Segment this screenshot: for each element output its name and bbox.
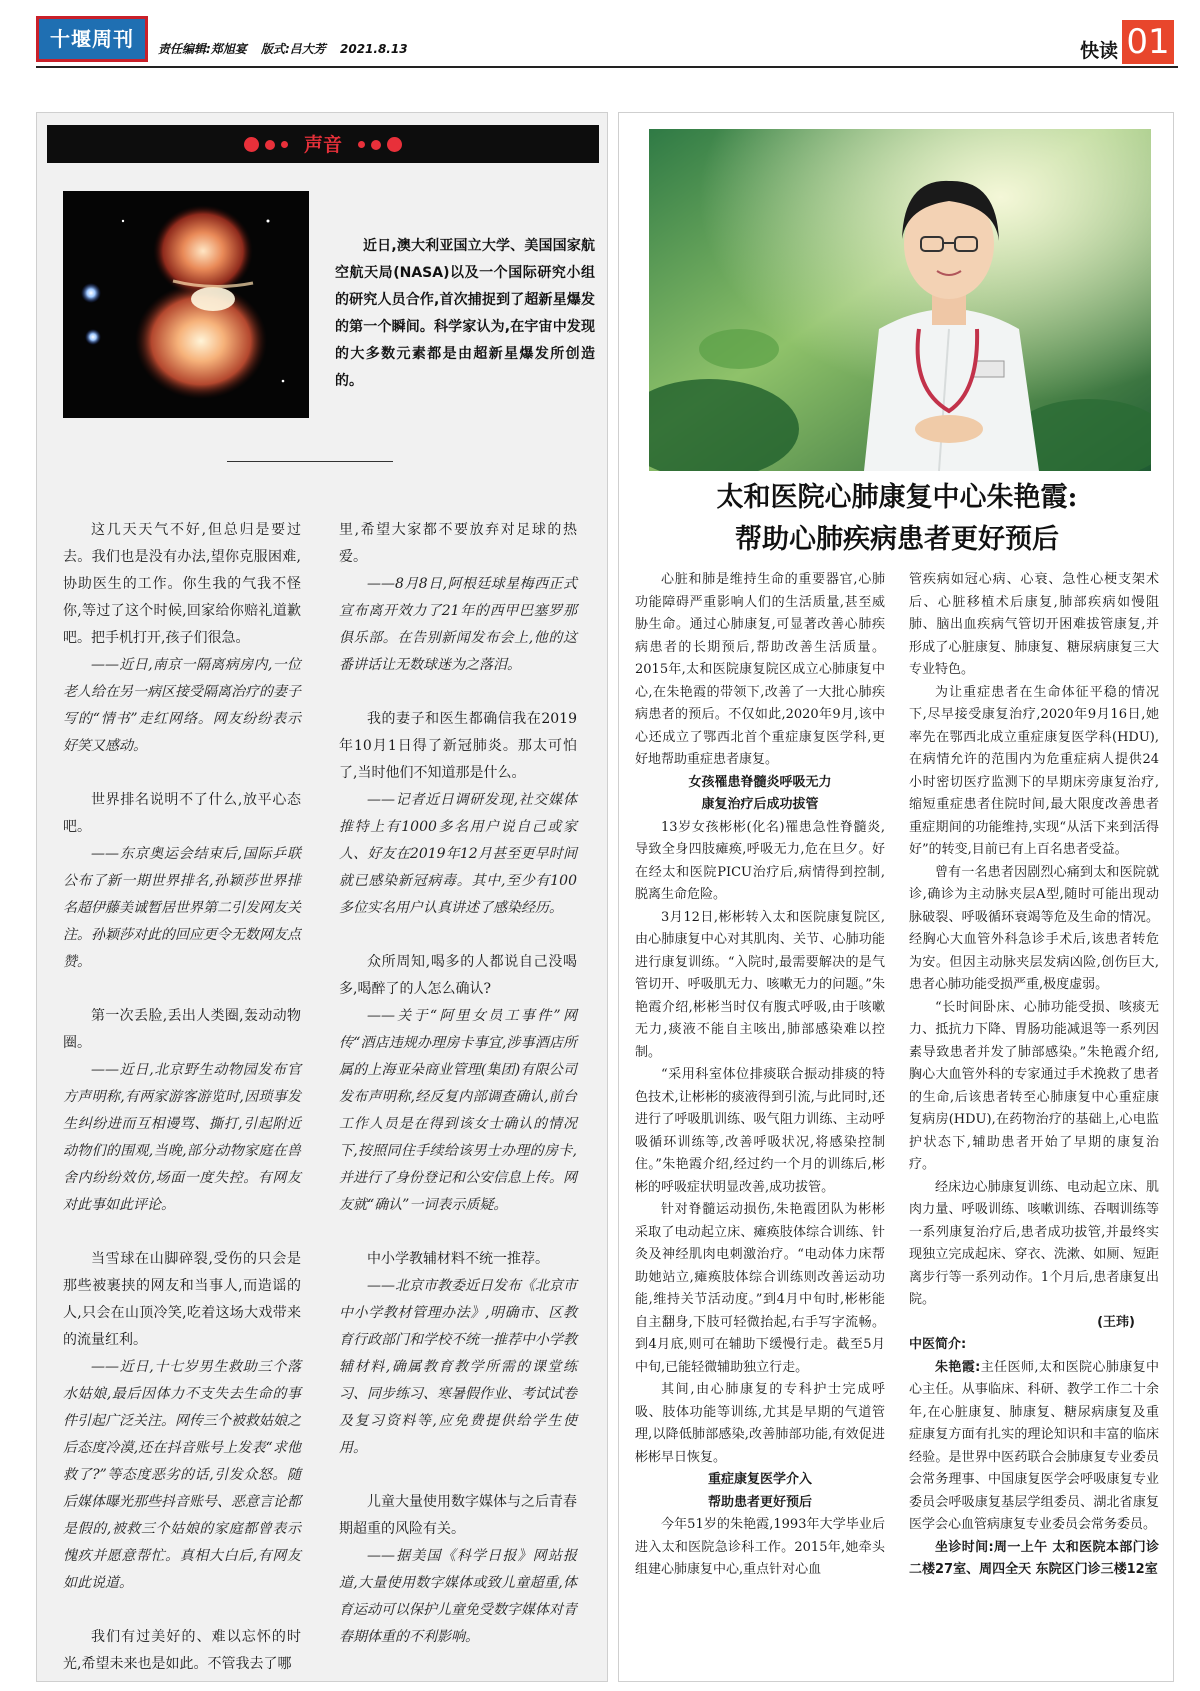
doctor-profile <box>909 1357 1159 1537</box>
voice-note: ——近日,十七岁男生救助三个落水姑娘,最后因体力不支失去生命的事件引起广泛关注。网传三个被救姑娘之后态度冷漠,还在抖音账号上发表“求他救了?”等态度恶劣的话,引发众怒。随后媒体曝光那些抖音账号、恶意言论都是假的,被救三个姑娘的家庭都曾表示愧疚并愿意帮忙。真相大白后,有网友如此说道。 <box>63 1359 301 1591</box>
article-paragraph: 经床边心肺康复训练、电动起立床、肌肉力量、呼吸训练、咳嗽训练、吞咽训练等一系列康复治疗后,患者成功拔管,并最终实现独立完成起床、穿衣、洗漱、如厕、短距离步行等一系列动作。1个月后,患者康复出院。 <box>909 1179 1159 1307</box>
article-paragraph: 今年51岁的朱艳霞,1993年大学毕业后进入太和医院急诊科工作。2015年,她牵头组建心肺康复中心,重点针对心血 <box>635 1517 885 1577</box>
voice-item <box>339 1489 577 1651</box>
article-paragraph: 针对脊髓运动损伤,朱艳霞团队为彬彬采取了电动起立床、瘫痪肢体综合训练、针灸及神经肌肉电刺激治疗。“电动体力床帮助她站立,瘫痪肢体综合训练则改善运动功能,维持关节活动度。”到4月中旬时,彬彬能自主翻身,下肢可轻微抬起,右手写字流畅。到4月底,则可在辅助下缓慢行走。截至5月中旬,已能轻微辅助独立行走。 <box>635 1202 885 1375</box>
divider-rule <box>227 461 393 462</box>
article-paragraph: 曾有一名患者因剧烈心痛到太和医院就诊,确诊为主动脉夹层A型,随时可能出现动脉破裂、呼吸循环衰竭等危及生命的情况。经胸心大血管外科急诊手术后,该患者转危为安。但因主动脉夹层发病凶险,创伤巨大,患者心肺功能受损严重,极度虚弱。 <box>909 864 1159 992</box>
layout-credit: 版式:吕大芳 <box>261 42 326 56</box>
voice-item <box>63 787 301 976</box>
article-paragraph: “采用科室体位排痰联合振动排痰的特色技术,让彬彬的痰液得到引流,与此同时,还进行了呼吸肌训练、吸气阻力训练、主动呼吸循环训练等,改善呼吸状况,将感染控制住。”朱艳霞介绍,经过约一个月的训练后,彬彬的呼吸症状明显改善,成功拔管。 <box>635 1067 885 1195</box>
feature-column-1 <box>635 569 885 1582</box>
issue-date: 2021.8.13 <box>340 42 408 56</box>
voice-item <box>339 517 577 679</box>
article-subhead: 女孩罹患脊髓炎呼吸无力 <box>688 774 832 790</box>
voice-note: ——关于“阿里女员工事件”网传“酒店违规办理房卡事宜,涉事酒店所属的上海亚朵商业管理(集团)有限公司发布声明称,经反复内部调查确认,前台工作人员是在得到该女士确认的情况下,按照同住手续给该男士办理的房卡,并进行了身份登记和公安信息上传。网友就“确认”一词表示质疑。 <box>339 1008 577 1213</box>
voice-item <box>63 517 301 760</box>
article-paragraph: 为让重症患者在生命体征平稳的情况下,尽早接受康复治疗,2020年9月16日,她率先在鄂西北成立重症康复医学科(HDU),在病情允许的范围内为危重症病人提供24小时密切医疗监测下的早期床旁康复治疗,缩短重症患者住院时间,最大限度改善患者重症期间的功能维持,实现“从活下来到活得好”的转变,目前已有上百名患者受益。 <box>909 684 1159 857</box>
article-paragraph: 其间,由心肺康复的专科护士完成呼吸、肢体功能等训练,尤其是早期的气道管理,以降低肺部感染,改善肺部功能,有效促进彬彬早日恢复。 <box>635 1382 885 1465</box>
article-paragraph: 13岁女孩彬彬(化名)罹患急性脊髓炎,导致全身四肢瘫痪,呼吸无力,危在旦夕。好在经太和医院PICU治疗后,病情得到控制,脱离生命危险。 <box>635 819 885 902</box>
voice-note: ——东京奥运会结束后,国际乒联公布了新一期世界排名,孙颖莎世界排名超伊藤美诚暂居世界第二引发网友关注。孙颖莎对此的回应更令无数网友点赞。 <box>63 846 301 970</box>
voice-note: ——近日,北京野生动物园发布官方声明称,有两家游客游览时,因琐事发生纠纷进而互相谩骂、撕打,引起附近动物们的围观,当晚,部分动物家庭在兽舍内纷纷效仿,场面一度失控。有网友对此事如此评论。 <box>63 1062 301 1213</box>
voice-quote: 中小学教辅材料不统一推荐。 <box>367 1251 549 1267</box>
editor-credit: 责任编辑:郑旭宴 <box>158 42 247 56</box>
voice-item <box>63 1246 301 1597</box>
voice-quote: 我们有过美好的、难以忘怀的时光,希望未来也是如此。不管我去了哪 <box>63 1629 301 1672</box>
article-paragraph: 心脏和肺是维持生命的重要器官,心肺功能障碍严重影响人们的生活质量,甚至威胁生命。通过心肺康复,可显著改善心肺疾病患者的长期预后,帮助改善生活质量。2015年,太和医院康复院区成立心肺康复中心,在朱艳霞的带领下,改善了一大批心肺疾病患者的预后。不仅如此,2020年9月,该中心还成立了鄂西北首个重症康复医学科,更好地帮助重症患者康复。 <box>635 572 885 767</box>
voice-quote: 世界排名说明不了什么,放平心态吧。 <box>63 792 301 835</box>
voice-item <box>339 1246 577 1462</box>
banner-dot <box>244 137 259 152</box>
voices-banner <box>47 125 599 163</box>
supernova-lead: 近日,澳大利亚国立大学、美国国家航空航天局(NASA)以及一个国际研究小组的研究人员合作,首次捕捉到了超新星爆发的第一个瞬间。科学家认为,在宇宙中发现的大多数元素都是由超新星爆发所创造的。 <box>335 238 595 389</box>
masthead-meta <box>158 40 418 57</box>
voice-note: ——近日,南京一隔离病房内,一位老人给在另一病区接受隔离治疗的妻子写的“情书”走红网络。网友纷纷表示好笑又感动。 <box>63 657 301 754</box>
voice-item <box>339 706 577 922</box>
clinic-hours: 坐诊时间:周一上午 太和医院本部门诊二楼27室、周四全天 东院区门诊三楼12室 <box>909 1539 1159 1577</box>
voice-quote: 第一次丢脸,丢出人类圈,轰动动物圈。 <box>63 1008 301 1051</box>
banner-dot <box>265 140 275 150</box>
masthead-logo: 十堰周刊 <box>36 16 148 62</box>
voice-quote: 众所周知,喝多的人都说自己没喝多,喝醉了的人怎么确认? <box>339 954 577 997</box>
article-subhead: 帮助患者更好预后 <box>707 1494 812 1510</box>
voice-note: ——北京市教委近日发布《北京市中小学教材管理办法》,明确市、区教育行政部门和学校不统一推荐中小学教辅材料,确属教育教学所需的课堂练习、同步练习、寒暑假作业、考试试卷及复习资料等,应免费提供给学生使用。 <box>339 1278 577 1456</box>
doctor-portrait-illustration <box>649 129 1151 471</box>
voices-banner-title: 声音 <box>303 133 342 156</box>
headline-line-2: 帮助心肺疾病患者更好预后 <box>735 524 1059 555</box>
voice-note: ——记者近日调研发现,社交媒体推特上有1000多名用户说自己或家人、好友在2019年12月甚至更早时间就已感染新冠病毒。其中,至少有100多位实名用户认真讲述了感染经历。 <box>339 792 577 916</box>
voice-item <box>339 949 577 1219</box>
article-byline <box>909 1312 1159 1335</box>
doctor-portrait-photo <box>649 129 1151 471</box>
article-paragraph: “长时间卧床、心肺功能受损、咳痰无力、抵抗力下降、胃肠功能减退等一系列因素导致患者并发了肺部感染。”朱艳霞介绍,胸心大血管外科的专家通过手术挽救了患者的生命,后该患者转至心肺康复中心重症康复病房(HDU),在药物治疗的基础上,心电监护状态下,辅助患者开始了早期的康复治疗。 <box>909 999 1159 1172</box>
voice-quote: 儿童大量使用数字媒体与之后青春期超重的风险有关。 <box>339 1494 577 1537</box>
banner-dot <box>358 141 365 148</box>
voice-quote: 我的妻子和医生都确信我在2019年10月1日得了新冠肺炎。那太可怕了,当时他们不知道那是什么。 <box>339 711 577 781</box>
profile-label: 中医简介: <box>909 1337 967 1352</box>
voice-note: ——据美国《科学日报》网站报道,大量使用数字媒体或致儿童超重,体育运动可以保护儿童免受数字媒体对青春期体重的不利影响。 <box>339 1548 577 1645</box>
voices-column-1 <box>63 517 301 1691</box>
voice-quote: 这几天天气不好,但总归是要过去。我们也是没有办法,望你克服困难,协助医生的工作。你生我的气我不怪你,等过了这个时候,回家给你赔礼道歉吧。把手机打开,孩子们很急。 <box>63 522 301 646</box>
article-paragraph: 管疾病如冠心病、心衰、急性心梗支架术后、心脏移植术后康复,肺部疾病如慢阻肺、脑出血疾病气管切开困难拔管康复,并形成了心脏康复、肺康复、糖尿病康复三大专业特色。 <box>909 572 1159 677</box>
voices-panel <box>36 112 608 1682</box>
voice-quote: 里,希望大家都不要放弃对足球的热爱。 <box>339 522 577 565</box>
byline-text: (王玮) <box>1097 1314 1135 1330</box>
feature-headline <box>619 477 1175 561</box>
banner-dot <box>387 137 402 152</box>
feature-column-2 <box>909 569 1159 1582</box>
voice-item <box>63 1624 301 1678</box>
article-subhead: 康复治疗后成功拔管 <box>701 797 819 812</box>
doctor-name: 朱艳霞: <box>935 1359 981 1375</box>
article-paragraph: 3月12日,彬彬转入太和医院康复院区,由心肺康复中心对其肌肉、关节、心肺功能进行康复训练。“入院时,最需要解决的是气管切开、呼吸肌无力、咳嗽无力的问题。”朱艳霞介绍,彬彬当时仅有腹式呼吸,由于咳嗽无力,痰液不能自主咳出,肺部感染难以控制。 <box>635 909 885 1060</box>
header-rule <box>36 66 1178 68</box>
banner-dot <box>371 140 381 150</box>
page-number: 01 <box>1122 20 1174 64</box>
voices-column-2 <box>339 517 577 1678</box>
doctor-profile-text: 主任医师,太和医院心肺康复中心主任。从事临床、科研、教学工作二十余年,在心脏康复、肺康复、糖尿病康复及重症康复方面有扎实的理论知识和丰富的临床经验。是世界中医药联合会肺康复专业委员会常务理事、中国康复医学会呼吸康复专业委员会呼吸康复基层学组委员、湖北省康复医学会心血管病康复专业委员会常务委员。 <box>909 1359 1159 1532</box>
banner-dot <box>281 141 288 148</box>
article-subhead: 重症康复医学介入 <box>707 1472 812 1487</box>
feature-panel <box>618 112 1174 1682</box>
voice-quote: 当雪球在山脚碎裂,受伤的只会是那些被裹挟的网友和当事人,而造谣的人,只会在山顶冷笑,吃着这场大戏带来的流量红利。 <box>63 1251 301 1348</box>
section-name: 快读 <box>1080 40 1119 62</box>
supernova-photo <box>63 191 309 418</box>
headline-line-1: 太和医院心肺康复中心朱艳霞: <box>716 482 1078 513</box>
supernova-illustration <box>63 191 309 418</box>
voice-note: ——8月8日,阿根廷球星梅西正式宣布离开效力了21年的西甲巴塞罗那俱乐部。在告别新闻发布会上,他的这番讲话让无数球迷为之落泪。 <box>339 576 577 673</box>
voice-item <box>63 1003 301 1219</box>
